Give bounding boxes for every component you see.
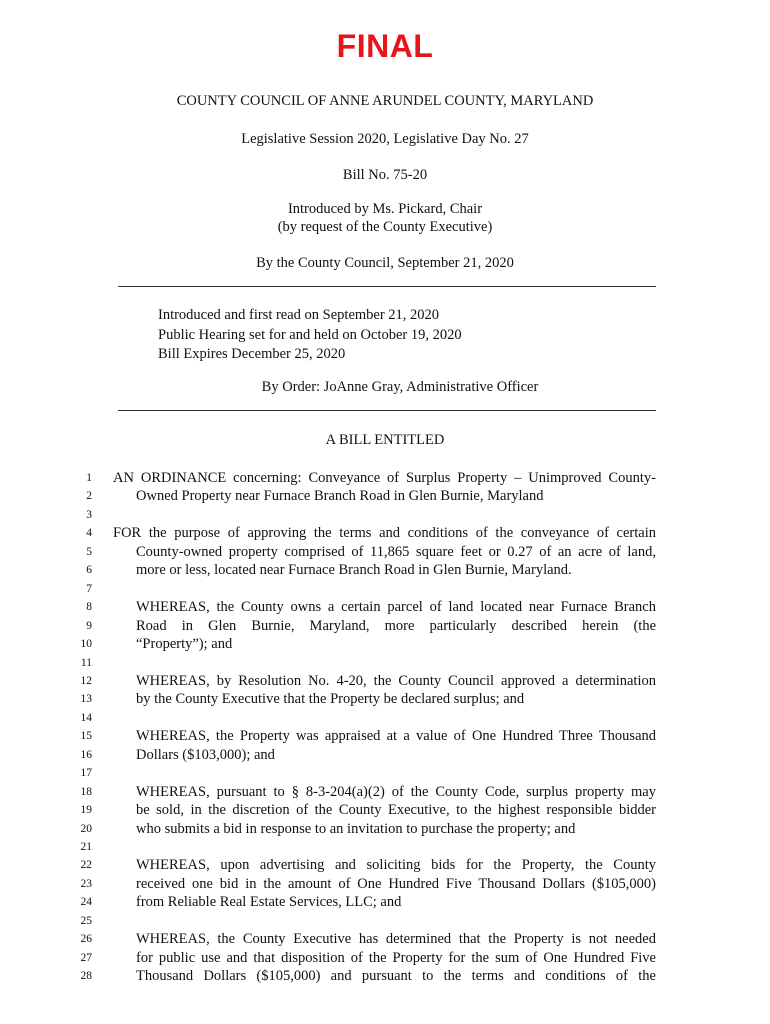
- intro-block: [158, 306, 462, 365]
- line-number: 3: [86, 508, 92, 521]
- line-number: 17: [80, 767, 92, 780]
- line-number: 6: [86, 564, 92, 577]
- by-council-date: By the County Council, September 21, 2020: [256, 255, 514, 271]
- request-line: (by request of the County Executive): [277, 219, 493, 235]
- bill-text-line: Dollars ($103,000); and: [136, 746, 275, 763]
- bill-text-line: by the County Executive that the Property be declared surplus; and: [136, 691, 525, 708]
- bill-text-line: WHEREAS, pursuant to § 8-3-204(a)(2) of the County Code, surplus property may: [136, 783, 656, 800]
- bill-text-line: County-owned property comprised of 11,865 square feet or 0.27 of an acre of land,: [136, 543, 656, 560]
- line-number: 9: [86, 619, 92, 632]
- line-number: 8: [86, 601, 92, 614]
- bill-text-line: Road in Glen Burnie, Maryland, more particularly described herein (the: [136, 617, 656, 634]
- line-number: 25: [80, 914, 92, 927]
- line-number: 23: [80, 877, 92, 890]
- introduced-by: Introduced by Ms. Pickard, Chair: [287, 201, 483, 217]
- session-line: Legislative Session 2020, Legislative Day No. 27: [241, 131, 529, 147]
- line-number: 14: [80, 711, 92, 724]
- bill-text-line: WHEREAS, by Resolution No. 4-20, the County Council approved a determination: [136, 672, 656, 689]
- line-number: 13: [80, 693, 92, 706]
- bill-text-line: AN ORDINANCE concerning: Conveyance of Surplus Property – Unimproved County-: [113, 470, 656, 486]
- bill-text-line: be sold, in the discretion of the County Executive, to the highest responsible bidder: [136, 802, 656, 819]
- line-number: 28: [80, 970, 92, 983]
- line-number: 12: [80, 674, 92, 687]
- bill-text-line: WHEREAS, the County Executive has determined that the Property is not needed: [136, 931, 656, 948]
- line-number: 5: [86, 545, 92, 558]
- line-number: 16: [80, 748, 92, 761]
- bill-text-line: FOR the purpose of approving the terms and conditions of the conveyance of certain: [113, 525, 656, 542]
- hearing-line: Public Hearing set for and held on October 19, 2020: [158, 326, 462, 343]
- line-number: 26: [80, 933, 92, 946]
- line-number: 27: [80, 951, 92, 964]
- first-read-line: Introduced and first read on September 21, 2020: [158, 307, 440, 323]
- line-number: 4: [86, 527, 92, 540]
- line-number: 1: [86, 472, 92, 484]
- bill-text-line: for public use and that disposition of the Property for the sum of One Hundred Five: [136, 949, 656, 966]
- line-number: 11: [80, 656, 92, 669]
- order-divider: [118, 410, 656, 411]
- line-number: 15: [80, 730, 92, 743]
- line-number: 22: [80, 859, 92, 872]
- bill-text-line: received one bid in the amount of One Hundred Five Thousand Dollars ($105,000): [136, 875, 656, 892]
- order-line: By Order: JoAnne Gray, Administrative Officer: [261, 379, 539, 395]
- bill-text-line: “Property”); and: [136, 636, 233, 653]
- line-number: 24: [80, 896, 92, 909]
- line-number: 2: [86, 490, 92, 503]
- line-number: 10: [80, 638, 92, 651]
- expires-line: Bill Expires December 25, 2020: [158, 346, 346, 362]
- bill-text-line: Owned Property near Furnace Branch Road in Glen Burnie, Maryland: [136, 488, 544, 505]
- bill-text-line: who submits a bid in response to an invitation to purchase the property; and: [136, 820, 576, 837]
- line-number: 19: [80, 804, 92, 817]
- bill-text-line: more or less, located near Furnace Branch Road in Glen Burnie, Maryland.: [136, 562, 572, 579]
- bill-entitled-heading: A BILL ENTITLED: [325, 432, 445, 448]
- header-divider: [118, 286, 656, 287]
- bill-text-line: WHEREAS, the County owns a certain parcel of land located near Furnace Branch: [136, 599, 656, 616]
- line-number: 20: [80, 822, 92, 835]
- line-number: 18: [80, 785, 92, 798]
- bill-number: Bill No. 75-20: [342, 167, 428, 183]
- final-stamp: FINAL: [336, 28, 434, 64]
- bill-text-line: from Reliable Real Estate Services, LLC; and: [136, 894, 402, 911]
- bill-text-line: Thousand Dollars ($105,000) and pursuant to the terms and conditions of the: [136, 968, 656, 985]
- bill-text-line: WHEREAS, upon advertising and soliciting bids for the Property, the County: [136, 857, 656, 874]
- bill-text-line: WHEREAS, the Property was appraised at a value of One Hundred Three Thousand: [136, 728, 656, 745]
- line-number: 7: [86, 582, 92, 595]
- council-title: COUNTY COUNCIL OF ANNE ARUNDEL COUNTY, MARYLAND: [176, 93, 594, 109]
- line-number: 21: [80, 841, 92, 853]
